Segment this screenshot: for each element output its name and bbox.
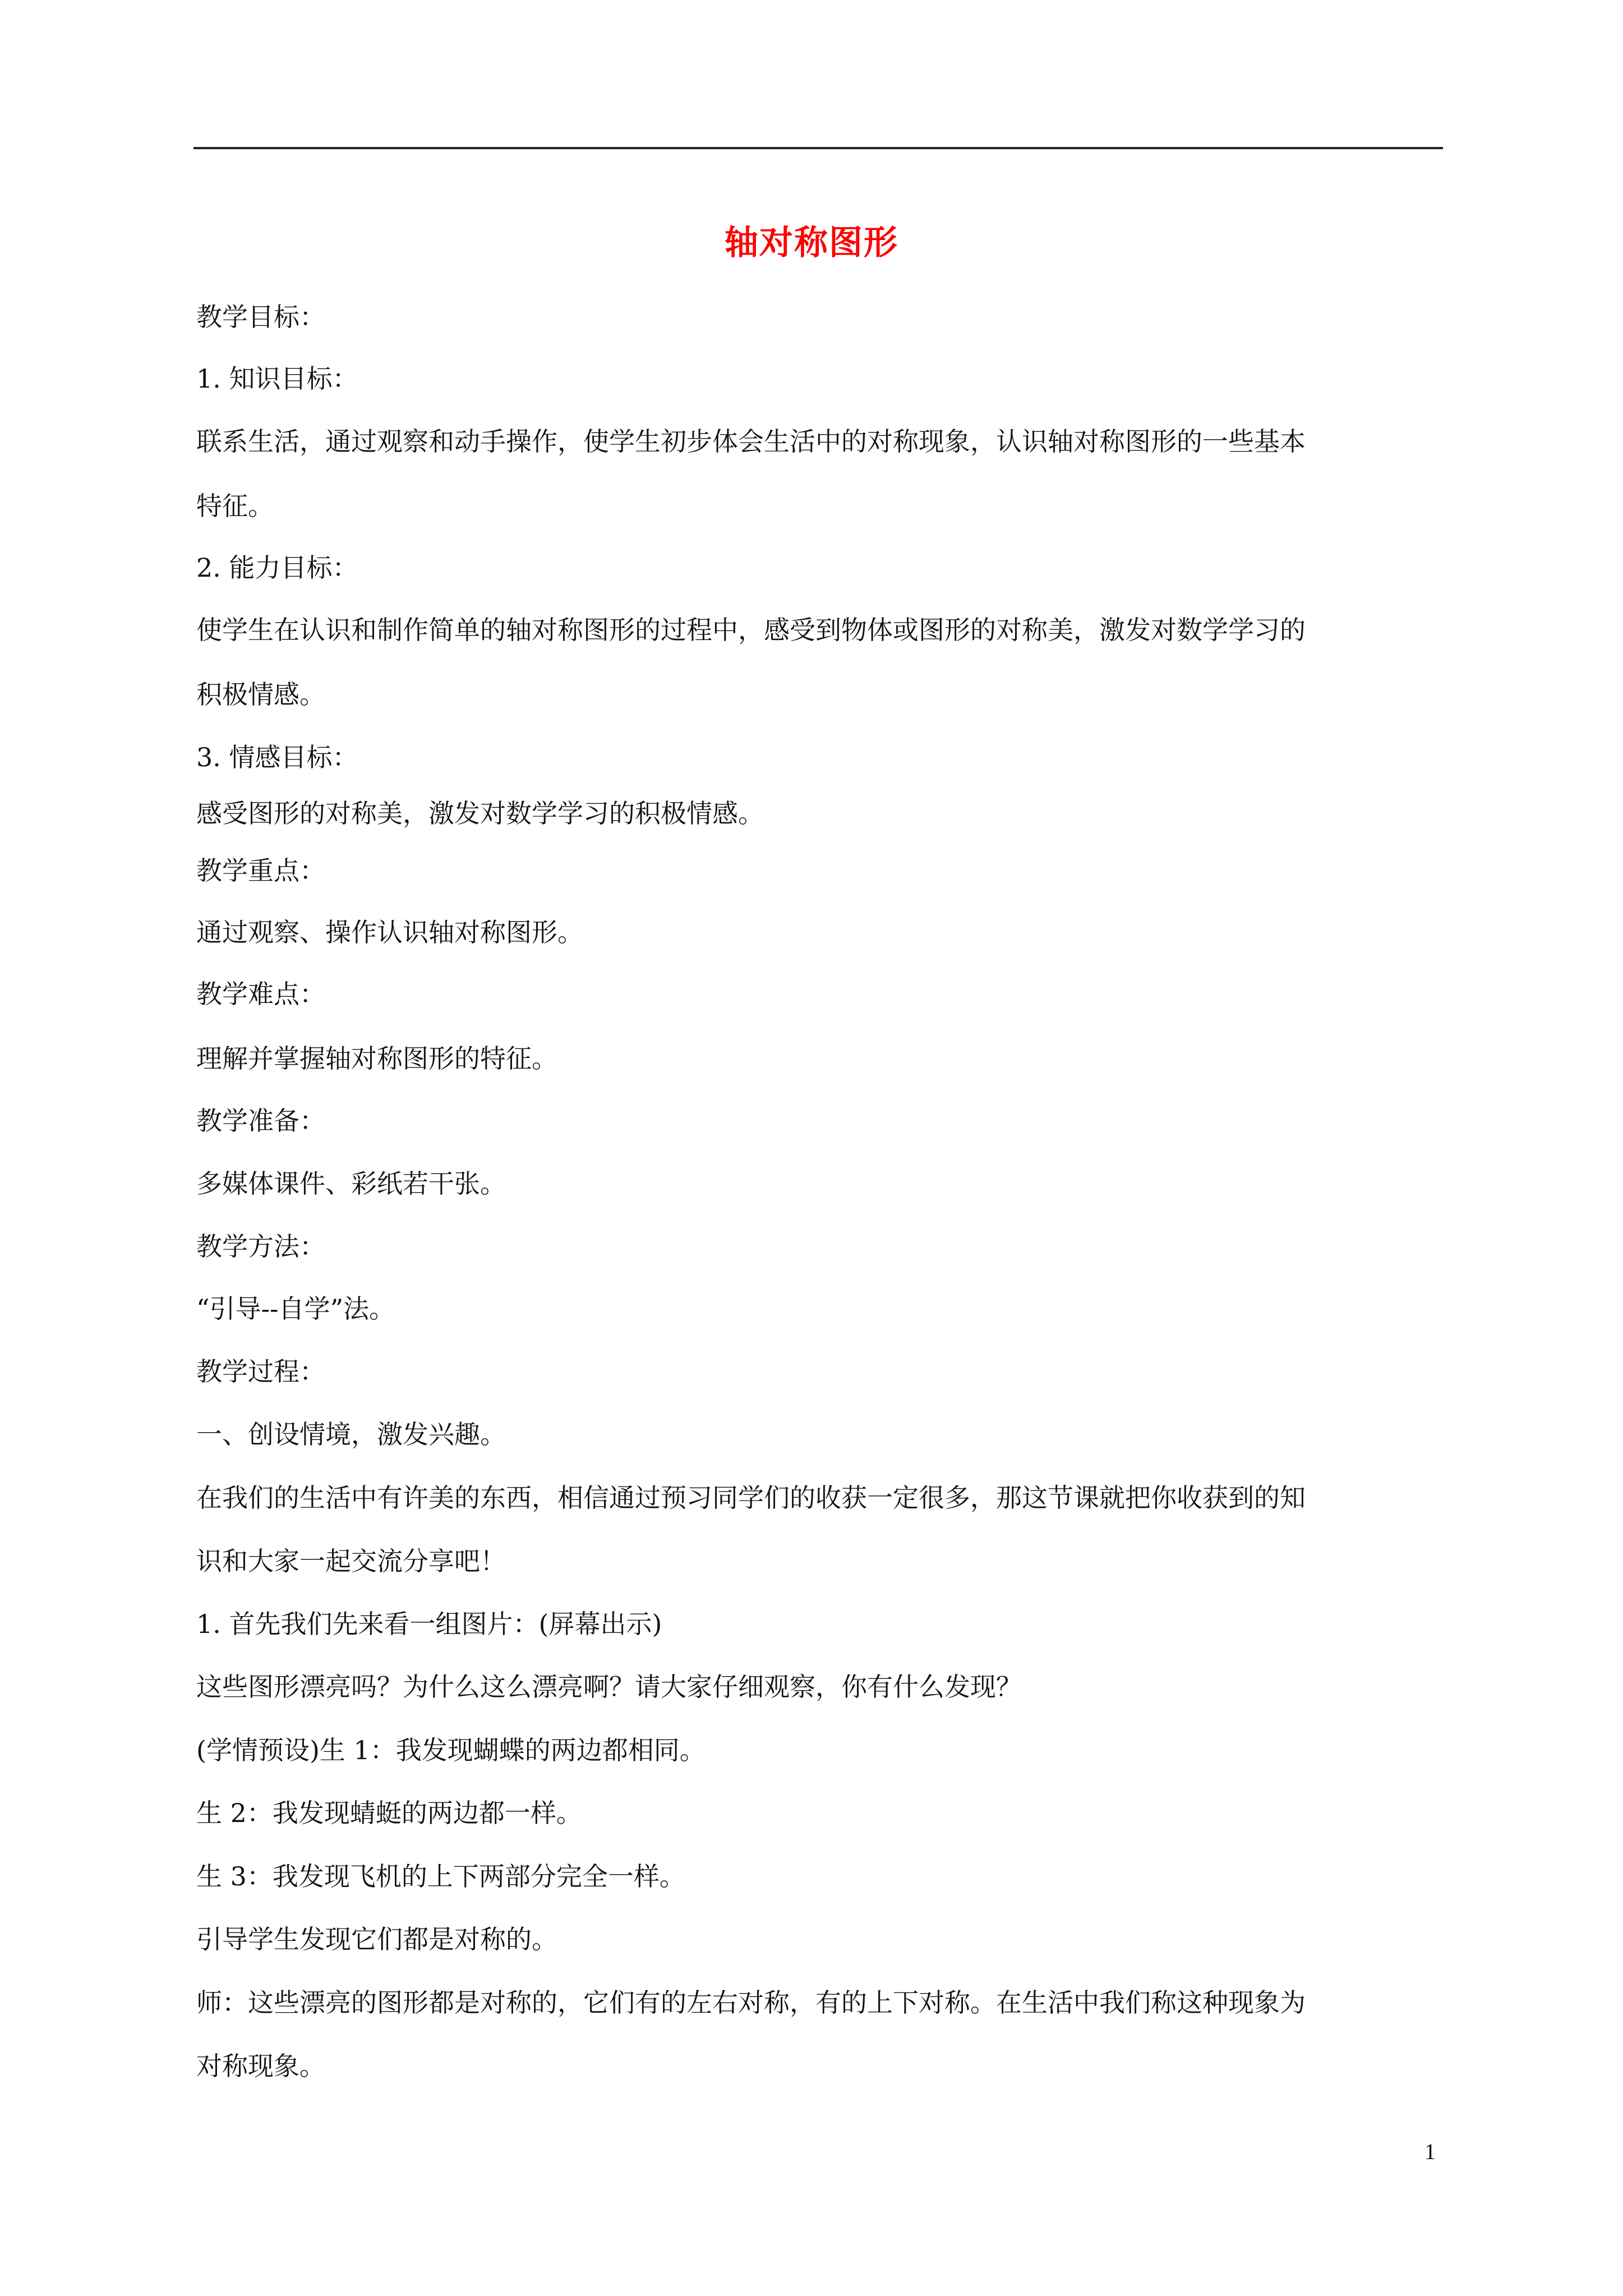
page-number: 1 (1424, 2139, 1436, 2164)
text-line: 对称现象。 (196, 2051, 325, 2081)
text-line: 通过观察、操作认识轴对称图形。 (196, 917, 583, 947)
text-line: 多媒体课件、彩纸若干张。 (196, 1168, 506, 1199)
header-rule (193, 147, 1443, 149)
text-line: 师：这些漂亮的图形都是对称的，它们有的左右对称，有的上下对称。在生活中我们称这种现象为 (196, 1987, 1306, 2018)
text-line: 教学难点： (196, 979, 325, 1009)
text-line: 2. 能力目标： (196, 553, 358, 583)
text-line: 积极情感。 (196, 679, 325, 710)
document-title: 轴对称图形 (725, 223, 898, 263)
text-line: 教学准备： (196, 1106, 325, 1136)
text-line: 教学重点： (196, 855, 325, 886)
text-line: 生 2：我发现蜻蜓的两边都一样。 (196, 1798, 582, 1828)
text-line: 教学目标： (196, 302, 325, 332)
text-line: 1. 知识目标： (196, 364, 358, 394)
text-line: 1. 首先我们先来看一组图片：(屏幕出示) (196, 1609, 662, 1639)
text-line: 联系生活，通过观察和动手操作，使学生初步体会生活中的对称现象，认识轴对称图形的一些基本 (196, 426, 1306, 457)
text-line: 引导学生发现它们都是对称的。 (196, 1924, 557, 1954)
text-line: 3. 情感目标： (196, 742, 358, 772)
text-line: 这些图形漂亮吗？为什么这么漂亮啊？请大家仔细观察，你有什么发现？ (196, 1672, 1022, 1702)
text-line: (学情预设)生 1：我发现蝴蝶的两边都相同。 (196, 1735, 706, 1765)
text-line: 理解并掌握轴对称图形的特征。 (196, 1043, 557, 1074)
text-line: 教学方法： (196, 1231, 325, 1262)
text-line: 生 3：我发现飞机的上下两部分完全一样。 (196, 1861, 685, 1892)
text-line: 一、创设情境，激发兴趣。 (196, 1419, 506, 1450)
text-line: 在我们的生活中有许美的东西，相信通过预习同学们的收获一定很多，那这节课就把你收获到的知 (196, 1483, 1306, 1513)
text-line: 使学生在认识和制作简单的轴对称图形的过程中，感受到物体或图形的对称美，激发对数学学习的 (196, 615, 1306, 645)
text-line: 识和大家一起交流分享吧！ (196, 1546, 506, 1576)
text-line: 感受图形的对称美，激发对数学学习的积极情感。 (196, 798, 764, 829)
text-line: “引导--自学”法。 (196, 1294, 395, 1324)
text-line: 教学过程： (196, 1356, 325, 1387)
text-line: 特征。 (196, 491, 274, 521)
